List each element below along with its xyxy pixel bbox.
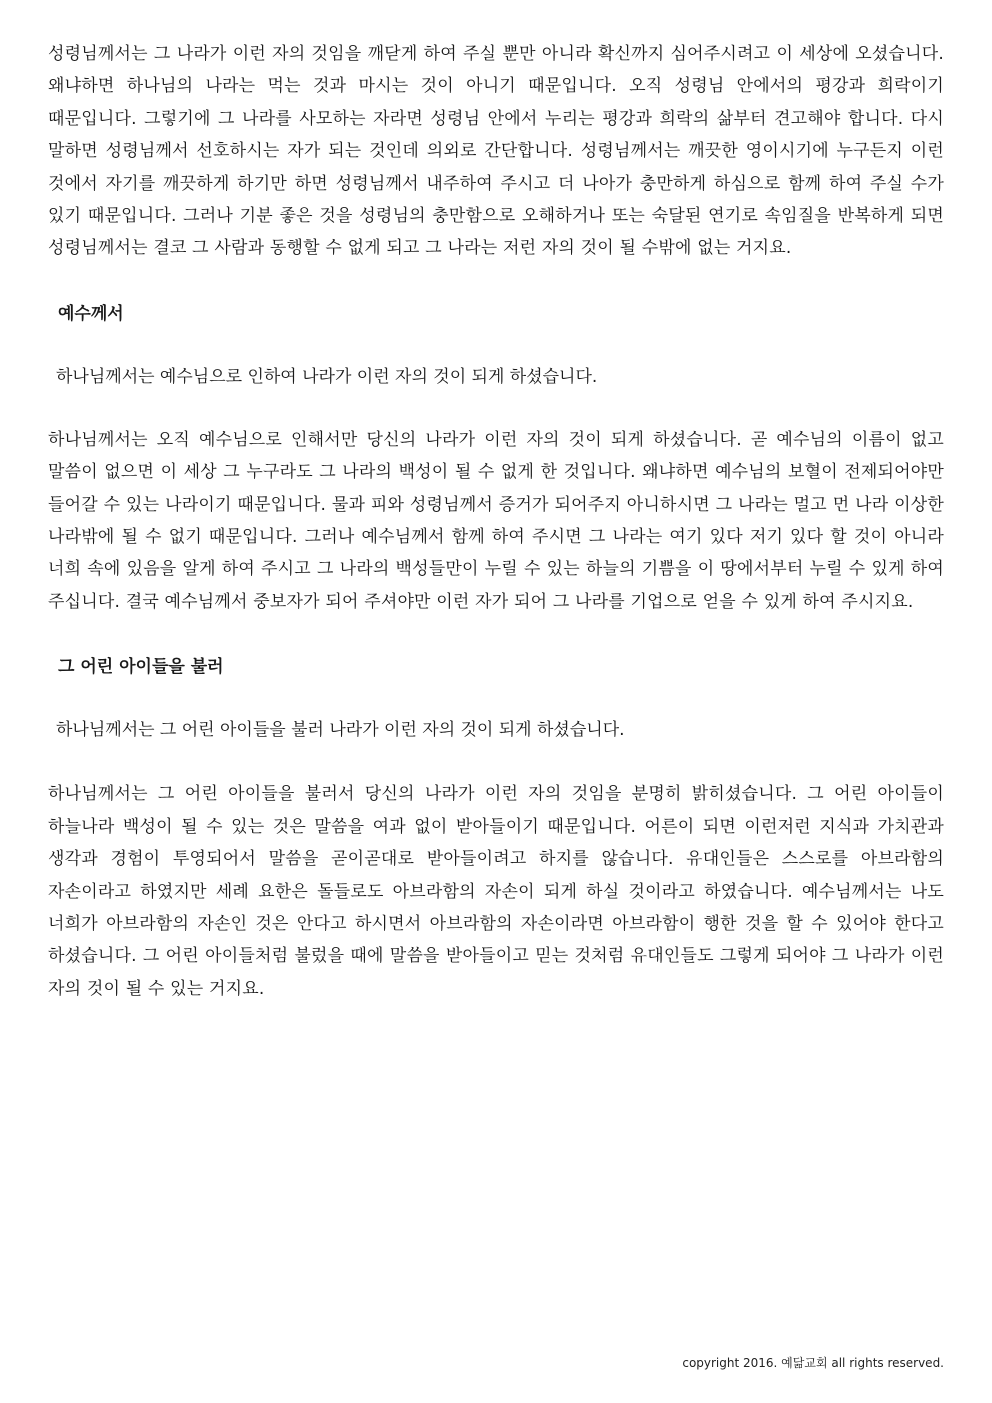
section-summary-jesus: 하나님께서는 예수님으로 인하여 나라가 이런 자의 것이 되게 하셨습니다. <box>56 366 598 387</box>
section-heading-jesus: 예수께서 <box>58 303 124 324</box>
page-body <box>48 38 944 1005</box>
section-summary-children: 하나님께서는 그 어린 아이들을 불러 나라가 이런 자의 것이 되게 하셨습니다. <box>56 720 625 741</box>
paragraph-children: 하나님께서는 그 어린 아이들을 불러서 당신의 나라가 이런 자의 것임을 분명히 밝히셨습니다. 그 어린 아이들이 하늘나라 백성이 될 수 있는 것은 말씀을 여과 없이 받아들이기 때문입니다. 어른이 되면 이런저런 지식과 가치관과 생각과 경험이 투영되어서 말씀을 곧이곧대로 받아들이려고 하지를 않습니다. 유대인들은 스스로를 아브라함의 자손이라고 하였지만 세례 요한은 돌들로도 아브라함의 자손이 되게 하실 것이라고 하였습니다. 예수님께서는 나도 너희가 아브라함의 자손인 것은 안다고 하시면서 아브라함의 자손이라면 아브라함이 행한 것을 할 수 있어야 한다고 하셨습니다. 그 어린 아이들처럼 불렀을 때에 말씀을 받아들이고 믿는 것처럼 유대인들도 그렇게 되어야 그 나라가 이런 자의 것이 될 수 있는 거지요. <box>48 784 944 999</box>
copyright-footer: copyright 2016. 예닮교회 all rights reserved. <box>682 1356 944 1370</box>
paragraph-jesus: 하나님께서는 오직 예수님으로 인해서만 당신의 나라가 이런 자의 것이 되게 하셨습니다. 곧 예수님의 이름이 없고 말씀이 없으면 이 세상 그 누구라도 그 나라의 백성이 될 수 없게 한 것입니다. 왜냐하면 예수님의 보혈이 전제되어야만 들어갈 수 있는 나라이기 때문입니다. 물과 피와 성령님께서 증거가 되어주지 아니하시면 그 나라는 멀고 먼 나라 이상한 나라밖에 될 수 없기 때문입니다. 그러나 예수님께서 함께 하여 주시면 그 나라는 여기 있다 저기 있다 할 것이 아니라 너희 속에 있음을 알게 하여 주시고 그 나라의 백성들만이 누릴 수 있는 하늘의 기쁨을 이 땅에서부터 누릴 수 있게 하여 주십니다. 결국 예수님께서 중보자가 되어 주셔야만 이런 자가 되어 그 나라를 기업으로 얻을 수 있게 하여 주시지요. <box>48 429 944 612</box>
section-heading-children: 그 어린 아이들을 불러 <box>58 657 224 678</box>
paragraph-holy-spirit: 성령님께서는 그 나라가 이런 자의 것임을 깨닫게 하여 주실 뿐만 아니라 확신까지 심어주시려고 이 세상에 오셨습니다. 왜냐하면 하나님의 나라는 먹는 것과 마시는 것이 아니기 때문입니다. 오직 성령님 안에서의 평강과 희락이기 때문입니다. 그렇기에 그 나라를 사모하는 자라면 성령님 안에서 누리는 평강과 희락의 삶부터 견고해야 합니다. 다시 말하면 성령님께서 선호하시는 자가 되는 것인데 의외로 간단합니다. 성령님께서는 깨끗한 영이시기에 누구든지 이런 것에서 자기를 깨끗하게 하기만 하면 성령님께서 내주하여 주시고 더 나아가 충만하게 하심으로 함께 하여 주실 수가 있기 때문입니다. 그러나 기분 좋은 것을 성령님의 충만함으로 오해하거나 또는 숙달된 연기로 속임질을 반복하게 되면 성령님께서는 결코 그 사람과 동행할 수 없게 되고 그 나라는 저런 자의 것이 될 수밖에 없는 거지요. <box>48 44 944 259</box>
